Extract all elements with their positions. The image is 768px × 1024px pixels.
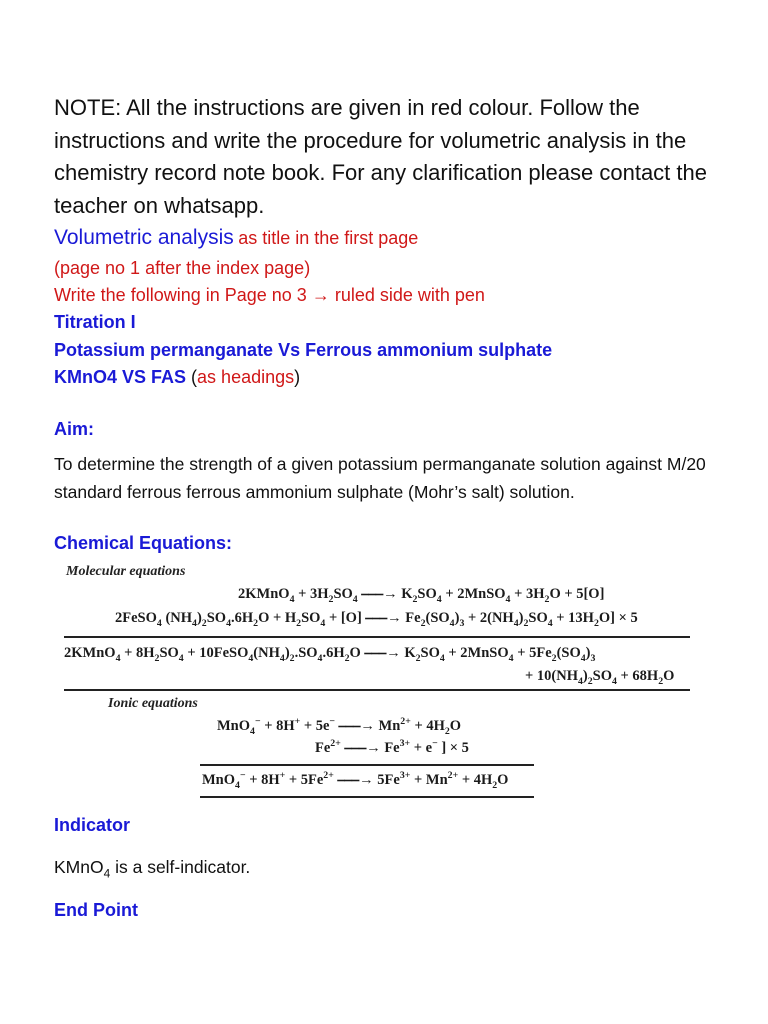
aim-text: To determine the strength of a given potassium permanganate solution against M/20 standard ferrous ferrous ammonium sulphate (Mohr’s salt) solution. xyxy=(54,454,706,502)
end-point-heading: End Point xyxy=(54,900,138,920)
equation-divider-1 xyxy=(64,636,690,638)
molecular-equations-heading: Molecular equations xyxy=(66,564,186,579)
ionic-equations-heading: Ionic equations xyxy=(108,696,198,711)
title-instruction: as title in the first page xyxy=(238,228,419,248)
equation-divider-2 xyxy=(64,689,690,691)
equation-divider-3 xyxy=(200,764,534,766)
equation-molecular-net-2: + $10(NH_4)_2SO_4 + 68H_2O$ xyxy=(525,668,675,687)
experiment-heading: Potassium permanganate Vs Ferrous ammonium sulphate xyxy=(54,340,553,360)
indicator-heading: Indicator xyxy=(54,815,131,835)
main-title: Volumetric analysis xyxy=(54,226,234,249)
titration-heading: Titration I xyxy=(54,312,136,332)
short-heading: KMnO4 VS FAS xyxy=(54,367,187,387)
short-heading-line xyxy=(54,367,300,388)
equation-ionic-net: $MnO_4^- + 8H^+ + 5Fe^{2+}$ ⎯⎯⎯→ $5Fe^{3+} + Mn^{2+} + 4H_2O$ xyxy=(202,770,509,791)
equation-ionic-1: MnO$_4$− + 8H+ + 5e− ⎯⎯⎯→ $Mn^{2+} + 4H_2O$ xyxy=(217,716,462,737)
indicator-text xyxy=(54,857,251,881)
equation-divider-4 xyxy=(200,796,534,798)
equation-molecular-2: 2FeSO$_4$ $(NH_4)_2SO_4.6H_2O + H_2SO_4 + [O]$ ⎯⎯⎯→ $Fe_2(SO_4)_3 + 2(NH_4)_2SO_4 + 13H_2O] \times 5$ xyxy=(115,610,638,629)
page-instruction: (page no 1 after the index page) xyxy=(54,258,311,278)
write-instruction: Write the following in Page no 3 → ruled side with pen xyxy=(54,285,485,305)
equation-ionic-2: $Fe^{2+}$ ⎯⎯⎯→ $Fe^{3+} + e^-$ ] × 5 xyxy=(315,738,469,756)
title-line xyxy=(54,226,418,250)
aim-heading: Aim: xyxy=(54,419,94,439)
indicator-formula-sub: 4 xyxy=(103,866,111,881)
indicator-formula: KMnO xyxy=(54,857,104,877)
short-open: ( xyxy=(191,367,198,387)
note-paragraph: NOTE: All the instructions are given in red colour. Follow the instructions and write the procedure for volumetric analysis in the chemistry record note book. For any clarification please contact the teacher on whatsapp. xyxy=(54,95,707,218)
equation-molecular-1: 2KMnO$_4$ + $3H_2SO_4$ ⎯⎯⎯→ $K_2SO_4$ + 2MnSO$_4$ + $3H_2O + 5[O]$ xyxy=(238,586,605,605)
short-note: as headings xyxy=(197,367,295,387)
chemical-equations-heading: Chemical Equations: xyxy=(54,533,233,553)
indicator-description: is a self-indicator. xyxy=(110,857,251,877)
equation-molecular-net-1: 2KMnO$_4$ + $8H_2SO_4$ + $10FeSO_4(NH_4)_2.SO_4.6H_2O$ ⎯⎯⎯→ $K_2SO_4$ + 2MnSO$_4$ + $5Fe_2(SO_4)_3$ xyxy=(64,645,596,664)
short-close: ) xyxy=(294,367,301,387)
